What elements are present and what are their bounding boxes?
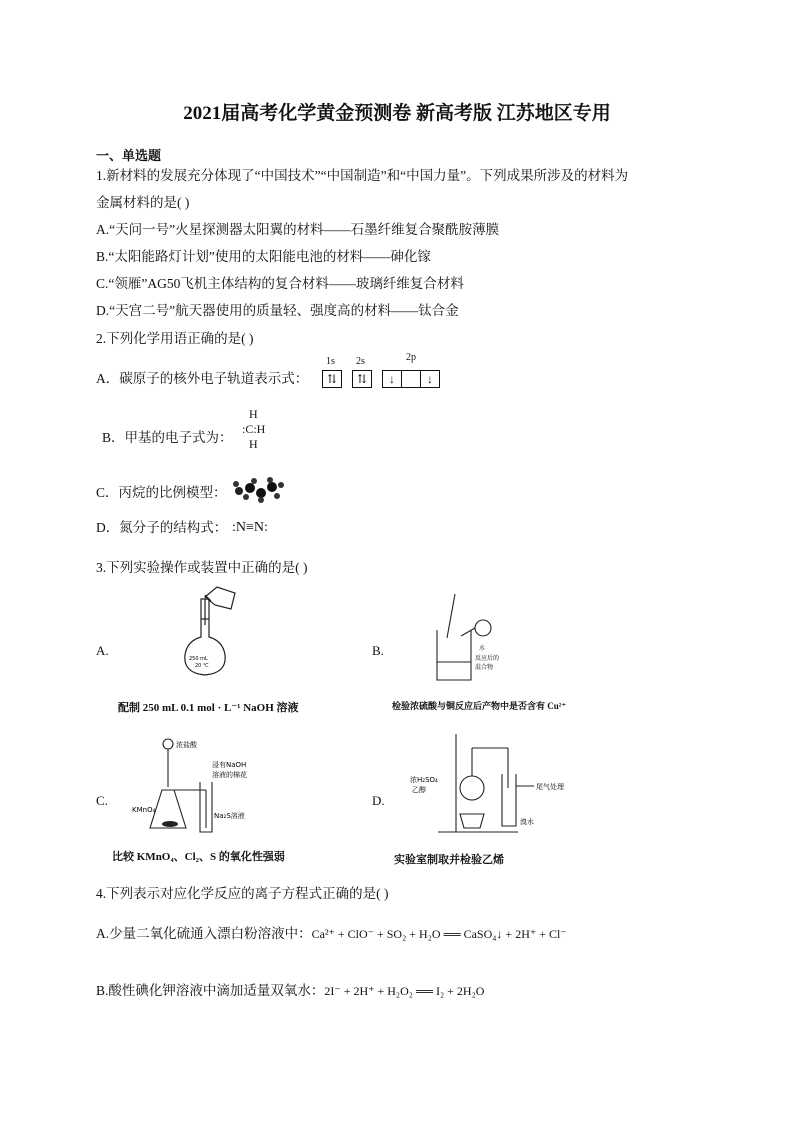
q4-stem: 4.下列表示对应化学反应的离子方程式正确的是( ): [96, 886, 389, 901]
q3-label-a: A.: [96, 643, 109, 658]
q1-option-c: C.“领雁”AG50飞机主体结构的复合材料——玻璃纤维复合材料: [96, 276, 464, 291]
flask-temp-label: 20 ℃: [195, 663, 209, 669]
figure-d-caption: 实验室制取并检验乙烯: [394, 854, 504, 866]
orb-2s-arrows: ⇅: [356, 372, 368, 386]
q2-option-d: D．氮分子的结构式：: [96, 520, 228, 535]
bromine-water-label: 溴水: [520, 818, 534, 826]
q1-stem-line2: 金属材料的是( ): [96, 195, 190, 210]
q1-option-d: D.“天宫二号”航天器使用的质量轻、强度高的材料——钛合金: [96, 303, 459, 318]
methyl-electron-formula: [242, 407, 265, 452]
mixture-label-1: 反应后的: [475, 655, 500, 662]
orb-2p-2: [402, 371, 421, 387]
q4-option-a: [96, 922, 567, 942]
h2so4-label: 浓H₂SO₄: [410, 776, 438, 784]
q4-option-b-equation: 2I⁻ + 2H⁺ + H₂O₂ ══ I₂ + 2H₂O: [324, 984, 485, 998]
orb-2p-1: ↓: [383, 371, 402, 387]
figure-c-caption: 比较 KMnO₄、Cl₂、S 的氧化性强弱: [112, 851, 285, 863]
orb-label-1s: 1s: [326, 356, 335, 367]
q2-option-b: B．甲基的电子式为：: [102, 430, 233, 445]
q4-option-b-text: B.酸性碘化钾溶液中滴加适量双氧水：: [96, 983, 325, 998]
kmno4-label: KMnO₄: [132, 806, 156, 814]
section-heading: 一、单选题: [96, 148, 162, 163]
q1-stem-line1: 1.新材料的发展充分体现了“中国技术”“中国制造”和“中国力量”。下列成果所涉及的材料为: [96, 168, 629, 183]
propane-model-image: [230, 476, 290, 504]
orb-label-2p: 2p: [406, 352, 416, 363]
orbital-diagram: [320, 352, 445, 392]
q2-option-a: [96, 367, 308, 387]
methyl-center: :C:H: [242, 422, 266, 436]
figure-b-caption: 检验浓硫酸与铜反应后产物中是否含有 Cu²⁺: [392, 701, 567, 711]
q3-stem: 3.下列实验操作或装置中正确的是( ): [96, 560, 308, 575]
naoh-label-1: 浸有NaOH: [212, 761, 247, 769]
ethylene-apparatus-figure: [408, 728, 583, 838]
q4-option-a-text: A.少量二氧化硫通入漂白粉溶液中：: [96, 926, 312, 941]
document-title: 2021届高考化学黄金预测卷 新高考版 江苏地区专用: [183, 103, 611, 124]
n2-structural-formula: :N≡N:: [232, 520, 268, 535]
figure-a-caption: 配制 250 mL 0.1 mol · L⁻¹ NaOH 溶液: [118, 702, 299, 714]
oxidizing-strength-figure: [128, 732, 258, 837]
methyl-h-top: H: [249, 407, 258, 421]
mixture-label-2: 混合物: [475, 664, 494, 671]
flask-volume-label: 250 mL: [189, 656, 208, 662]
orb-box-1s: [322, 370, 342, 388]
water-label: 水: [479, 645, 486, 652]
orb-label-2s: 2s: [356, 356, 365, 367]
q3-label-b: B.: [372, 643, 384, 658]
orb-1s-arrows: ⇅: [326, 372, 338, 386]
q4-option-b: [96, 979, 484, 999]
orb-box-2p: [382, 370, 440, 388]
tail-gas-label: 尾气处理: [536, 783, 564, 791]
na2s-label: Na₂S溶液: [214, 812, 245, 820]
q2-option-c: C．丙烷的比例模型：: [96, 485, 227, 500]
q1-option-a: A.“天问一号”火星探测器太阳翼的材料——石墨纤维复合聚酰胺薄膜: [96, 222, 500, 237]
q3-label-d: D.: [372, 793, 385, 808]
naoh-label-2: 溶液的棉花: [212, 771, 247, 779]
volumetric-flask-figure: [175, 585, 245, 685]
q2-stem: 2.下列化学用语正确的是( ): [96, 331, 254, 346]
q4-option-a-equation: Ca²⁺ + ClO⁻ + SO₂ + H₂O ══ CaSO₄↓ + 2H⁺ + Cl⁻: [311, 927, 567, 941]
q1-option-b: B.“太阳能路灯计划”使用的太阳能电池的材料——砷化镓: [96, 249, 431, 264]
beaker-test-figure: [425, 592, 500, 687]
methyl-h-bottom: H: [249, 437, 258, 451]
hcl-label: 浓盐酸: [176, 741, 197, 749]
q2-option-a-text: A．碳原子的核外电子轨道表示式：: [96, 371, 309, 386]
ethanol-label: 乙醇: [412, 786, 426, 794]
q3-label-c: C.: [96, 793, 108, 808]
orb-2p-3: ↓: [427, 372, 433, 386]
orb-box-2s: [352, 370, 372, 388]
